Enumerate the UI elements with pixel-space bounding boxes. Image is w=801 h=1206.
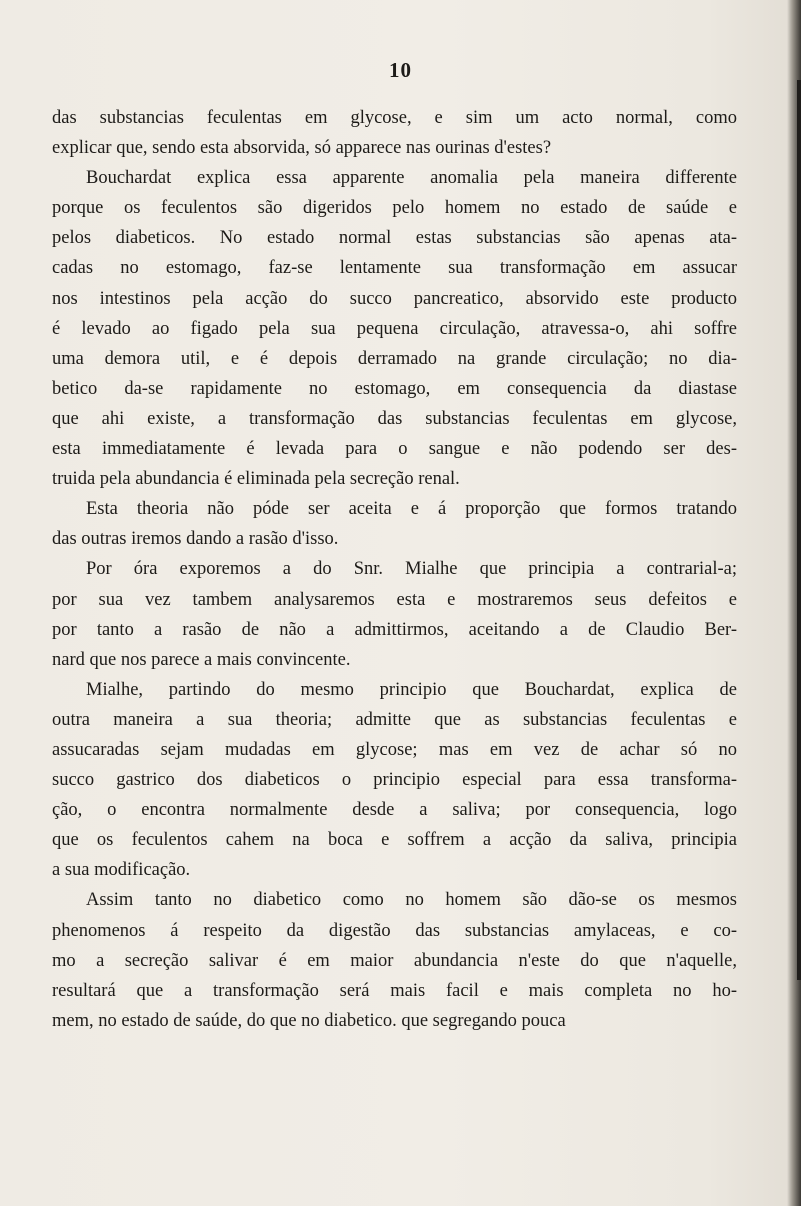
text-line: por sua vez tambem analysaremos esta e mostraremos seus defeitos e: [52, 589, 737, 610]
text-line: Esta theoria não póde ser aceita e á proporção que formos tratando: [86, 499, 737, 520]
text-line: mo a secreção salivar é em maior abundancia n'este do que n'aquelle,: [52, 950, 737, 971]
text-line: nard que nos parece a mais convincente.: [52, 649, 351, 670]
paragraph: [52, 885, 737, 1035]
text-line: é levado ao figado pela sua pequena circulação, atravessa-o, ahi soffre: [52, 318, 737, 339]
text-line: nos intestinos pela acção do succo pancreatico, absorvido este producto: [52, 288, 737, 309]
paragraph: [52, 163, 737, 494]
body-text: [52, 103, 737, 1036]
text-line: por tanto a rasão de não a admittirmos, aceitando a de Claudio Ber-: [52, 619, 737, 640]
paragraph: [52, 494, 737, 554]
text-line: assucaradas sejam mudadas em glycose; mas em vez de achar só no: [52, 739, 737, 760]
text-line: Assim tanto no diabetico como no homem são dão-se os mesmos: [86, 890, 737, 911]
text-line: das outras iremos dando a rasão d'isso.: [52, 529, 339, 550]
text-line: Bouchardat explica essa apparente anomalia pela maneira differente: [86, 168, 737, 189]
text-line: das substancias feculentas em glycose, e sim um acto normal, como: [52, 108, 737, 128]
text-line: esta immediatamente é levada para o sangue e não podendo ser des-: [52, 439, 737, 460]
text-line: uma demora util, e é depois derramado na grande circulação; no dia-: [52, 348, 737, 369]
page-number: 10: [389, 58, 412, 82]
text-line: outra maneira a sua theoria; admitte que as substancias feculentas e: [52, 709, 737, 730]
paragraph: [52, 675, 737, 886]
text-line: porque os feculentos são digeridos pelo homem no estado de saúde e: [52, 198, 737, 219]
text-line: Mialhe, partindo do mesmo principio que Bouchardat, explica de: [86, 679, 737, 700]
text-line: pelos diabeticos. No estado normal estas substancias são apenas ata-: [52, 228, 737, 249]
text-line: truida pela abundancia é eliminada pela secreção renal.: [52, 469, 460, 490]
text-line: explicar que, sendo esta absorvida, só apparece nas ourinas d'estes?: [52, 138, 552, 159]
text-line: ção, o encontra normalmente desde a saliva; por consequencia, logo: [52, 800, 737, 821]
page-binding-shadow: [797, 80, 801, 980]
text-line: Por óra exporemos a do Snr. Mialhe que principia a contrarial-a;: [86, 559, 737, 580]
text-line: que ahi existe, a transformação das substancias feculentas em glycose,: [52, 408, 737, 429]
paragraph: [52, 554, 737, 674]
text-line: cadas no estomago, faz-se lentamente sua transformação em assucar: [52, 258, 737, 279]
text-line: a sua modificação.: [52, 860, 191, 881]
text-line: que os feculentos cahem na boca e soffrem a acção da saliva, principia: [52, 830, 737, 851]
text-line: mem, no estado de saúde, do que no diabetico. que segregando pouca: [52, 1010, 566, 1031]
text-line: betico da-se rapidamente no estomago, em consequencia da diastase: [52, 378, 737, 399]
text-line: succo gastrico dos diabeticos o principio especial para essa transforma-: [52, 770, 737, 791]
paragraph: [52, 103, 737, 163]
text-line: resultará que a transformação será mais facil e mais completa no ho-: [52, 980, 737, 1001]
text-line: phenomenos á respeito da digestão das substancias amylaceas, e co-: [52, 920, 737, 941]
